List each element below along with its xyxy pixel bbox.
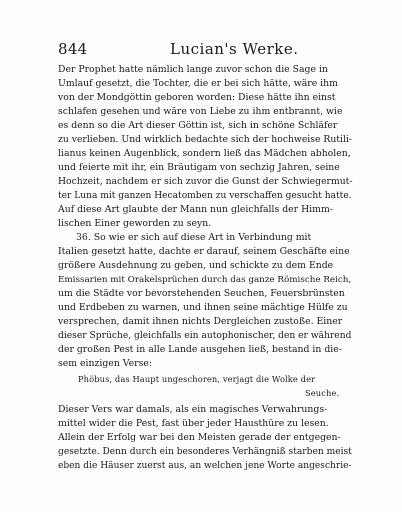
text-line: Italien gesetzt hatte, dachte er darauf, seinem Geschäfte eine	[58, 246, 350, 257]
text-line: ter Luna mit ganzen Hecatomben zu verschaffen gesucht hatte.	[58, 191, 352, 201]
text-line: Der Prophet hatte nämlich lange zuvor schon die Sage in	[58, 64, 328, 75]
text-line: schlafen gesehen und wäre von Liebe zu ihm entbrannt, wie	[58, 106, 343, 117]
text-line: von der Mondgöttin geboren worden: Diese hätte ihn einst	[58, 92, 336, 103]
page-number: 844	[58, 40, 88, 58]
page-header	[58, 40, 348, 60]
text-line: Emissarien mit Orakelsprüchen durch das ganze Römische Reich,	[58, 275, 352, 285]
text-line: größere Ausdehnung zu geben, und schickte zu dem Ende	[58, 260, 334, 271]
text-line: und feierte mit ihr, ein Bräutigam von sechzig Jahren, seine	[58, 162, 340, 173]
text-line: versprechen, damit ihnen nichts Dergleichen zustoße. Einer	[58, 316, 343, 327]
text-line: um die Städte vor bevorstehenden Seuchen, Feuersbrünsten	[58, 288, 345, 299]
paragraph-start-line: 36. So wie er sich auf diese Art in Verbindung mit	[76, 232, 312, 243]
text-line: Auf diese Art glaubte der Mann nun gleichfalls der Himm-	[58, 204, 333, 215]
text-line: und Erdbeben zu warnen, und ihnen seine mächtige Hülfe zu	[58, 302, 348, 313]
text-line: lianus keinen Augenblick, sondern ließ das Mädchen abholen,	[58, 148, 351, 159]
text-line: Dieser Vers war damals, als ein magisches Verwahrungs-	[58, 404, 328, 415]
text-line: der großen Pest in alle Lande ausgehen ließ, bestand in die-	[58, 344, 342, 355]
quote-line: Seuche.	[305, 388, 340, 398]
text-line: mittel wider die Pest, fast über jeder Hausthüre zu lesen.	[58, 418, 329, 429]
text-line: Allein der Erfolg war bei den Meisten gerade der entgegen-	[58, 432, 341, 443]
text-line: Umlauf gesetzt, die Tochter, die er bei sich hätte, wäre ihm	[58, 78, 338, 89]
text-line: sem einzigen Verse:	[58, 358, 152, 369]
text-line: eben die Häuser zuerst aus, an welchen jene Worte angeschrie-	[58, 461, 352, 471]
text-line: Hochzeit, nachdem er sich zuvor die Gunst der Schwiegermut-	[58, 176, 353, 187]
text-line: zu verlieben. Und wirklich bedachte sich der hochweise Rutili-	[58, 134, 352, 145]
text-line: gesetzte. Denn durch ein besonderes Verhängniß starben meist	[58, 447, 352, 457]
quote-line: Phöbus, das Haupt ungeschoren, verjagt die Wolke der	[78, 374, 316, 384]
text-line: lischen Einer geworden zu seyn.	[58, 218, 212, 229]
text-line: dieser Sprüche, gleichfalls ein autophonischer, den er während	[58, 331, 352, 341]
running-head: Lucian's Werke.	[170, 40, 299, 58]
text-line: es denn so die Art dieser Göttin ist, sich in schöne Schläfer	[58, 120, 338, 131]
